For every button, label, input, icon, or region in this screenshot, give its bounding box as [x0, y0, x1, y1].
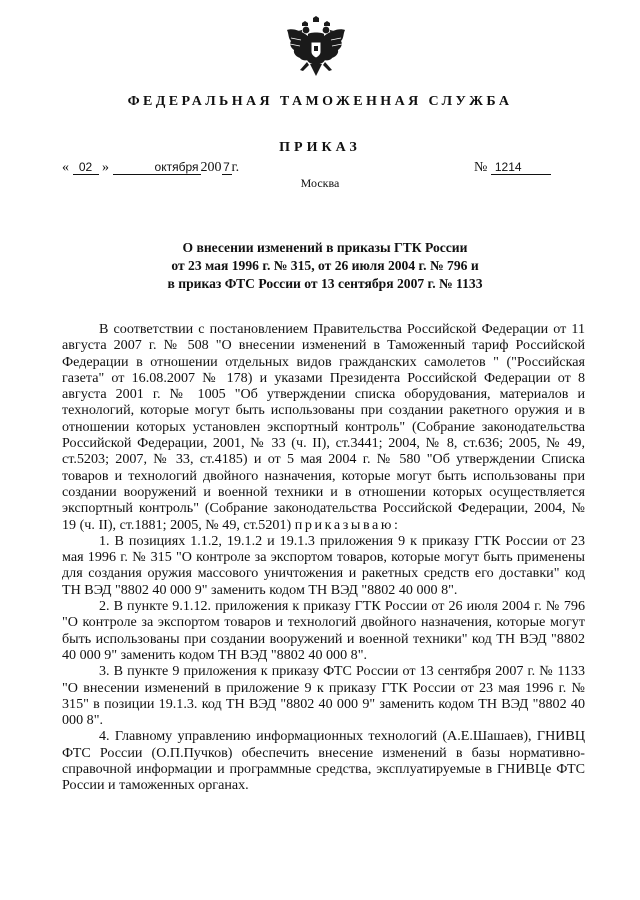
- subject-line-1: О внесении изменений в приказы ГТК России: [182, 240, 468, 255]
- date-year-suffix: г.: [231, 160, 240, 175]
- number-value: 1214: [491, 160, 551, 175]
- order-number: [474, 160, 551, 176]
- double-headed-eagle-emblem: [286, 16, 346, 82]
- order-colon: :: [394, 516, 398, 533]
- agency-name: ФЕДЕРАЛЬНАЯ ТАМОЖЕННАЯ СЛУЖБА: [127, 94, 513, 109]
- city: Москва: [300, 176, 340, 190]
- item-2-paragraph: 2. В пункте 9.1.12. приложения к приказу ГТК России от 26 июля 2004 г. № 796 "О контроле за экспортом товаров и технологий двойного назначения, которые могут быть использованы при создании вооружений и военной техники" код ТН ВЭД "8802 40 000 9" заменить кодом ТН ВЭД "8802 40 000 8".: [62, 598, 585, 663]
- date-close-quote: »: [102, 160, 109, 175]
- item-4-paragraph: 4. Главному управлению информационных технологий (А.Е.Шашаев), ГНИВЦ ФТС России (О.П.Пучков) обеспечить внесение изменений в базы нормативно-справочной информации и программные средства, эксплуатируемые в ГНИВЦе ФТС России и таможенных органах.: [62, 728, 585, 794]
- order-body: [62, 321, 585, 794]
- number-label: №: [474, 160, 488, 175]
- date-day: 02: [73, 160, 99, 175]
- date-month-text: октября: [154, 160, 199, 174]
- date-year-prefix: 200: [200, 160, 222, 175]
- order-date: [62, 160, 239, 176]
- date-month: [113, 160, 201, 175]
- item-1-paragraph: 1. В позициях 1.1.2, 19.1.2 и 19.1.3 приложения 9 к приказу ГТК России от 23 мая 1996 г. № 315 "О контроле за экспортом товаров, которые могут быть применены для создания оружия массового уничтожения и ракетных средств его доставки" код ТН ВЭД "8802 40 000 9" заменить кодом ТН ВЭД "8802 40 000 8".: [62, 532, 585, 598]
- item-3-paragraph: 3. В пункте 9 приложения к приказу ФТС России от 13 сентября 2007 г. № 1133 "О внесении изменений в приложение 9 к приказу ГТК России от 23 мая 1996 г. № 315" в позиции 19.1.3. код ТН ВЭД "8802 40 000 9" заменить кодом ТН ВЭД "8802 40 000 8".: [62, 663, 585, 729]
- order-subject: [140, 239, 510, 293]
- document-type: ПРИКАЗ: [279, 140, 361, 155]
- preamble-paragraph: [62, 321, 585, 533]
- date-open-quote: «: [62, 160, 69, 175]
- date-year-digit: 7: [223, 160, 230, 174]
- subject-line-2: от 23 мая 1996 г. № 315, от 26 июля 2004 г. № 796 и: [171, 258, 479, 273]
- preamble-text: В соответствии с постановлением Правительства Российской Федерации от 11 августа 2007 г. № 508 "О внесении изменений в Таможенный тариф Российской Федерации в отношении отдельных видов гражданских самолетов " ("Российская газета" от 16.08.2007 № 178) и указами Президента Российской Федерации от 8 августа 2001 г. № 1005 "Об утверждении списка оборудования, материалов и технологий, которые могут быть использованы при создании ракетного оружия и в отношении которых установлен экспортный контроль" (Собрание законодательства Российской Федерации, 2001, № 33 (ч. II), ст.3441; 2004, № 8, ст.636; 2005, № 49, ст.5203; 2007, № 33, ст.4185) и от 5 мая 2004 г. № 580 "Об утверждении Списка товаров и технологий двойного назначения, которые могут быть использованы при создании вооружений и военной техники и в отношении которых осуществляется экспортный контроль" (Собрание законодательства Российской Федерации, 2004, № 19 (ч. II), ст.1881; 2005, № 49, ст.5201): [62, 321, 585, 533]
- order-word: приказываю: [294, 516, 395, 533]
- subject-line-3: в приказ ФТС России от 13 сентября 2007 г. № 1133: [167, 276, 483, 291]
